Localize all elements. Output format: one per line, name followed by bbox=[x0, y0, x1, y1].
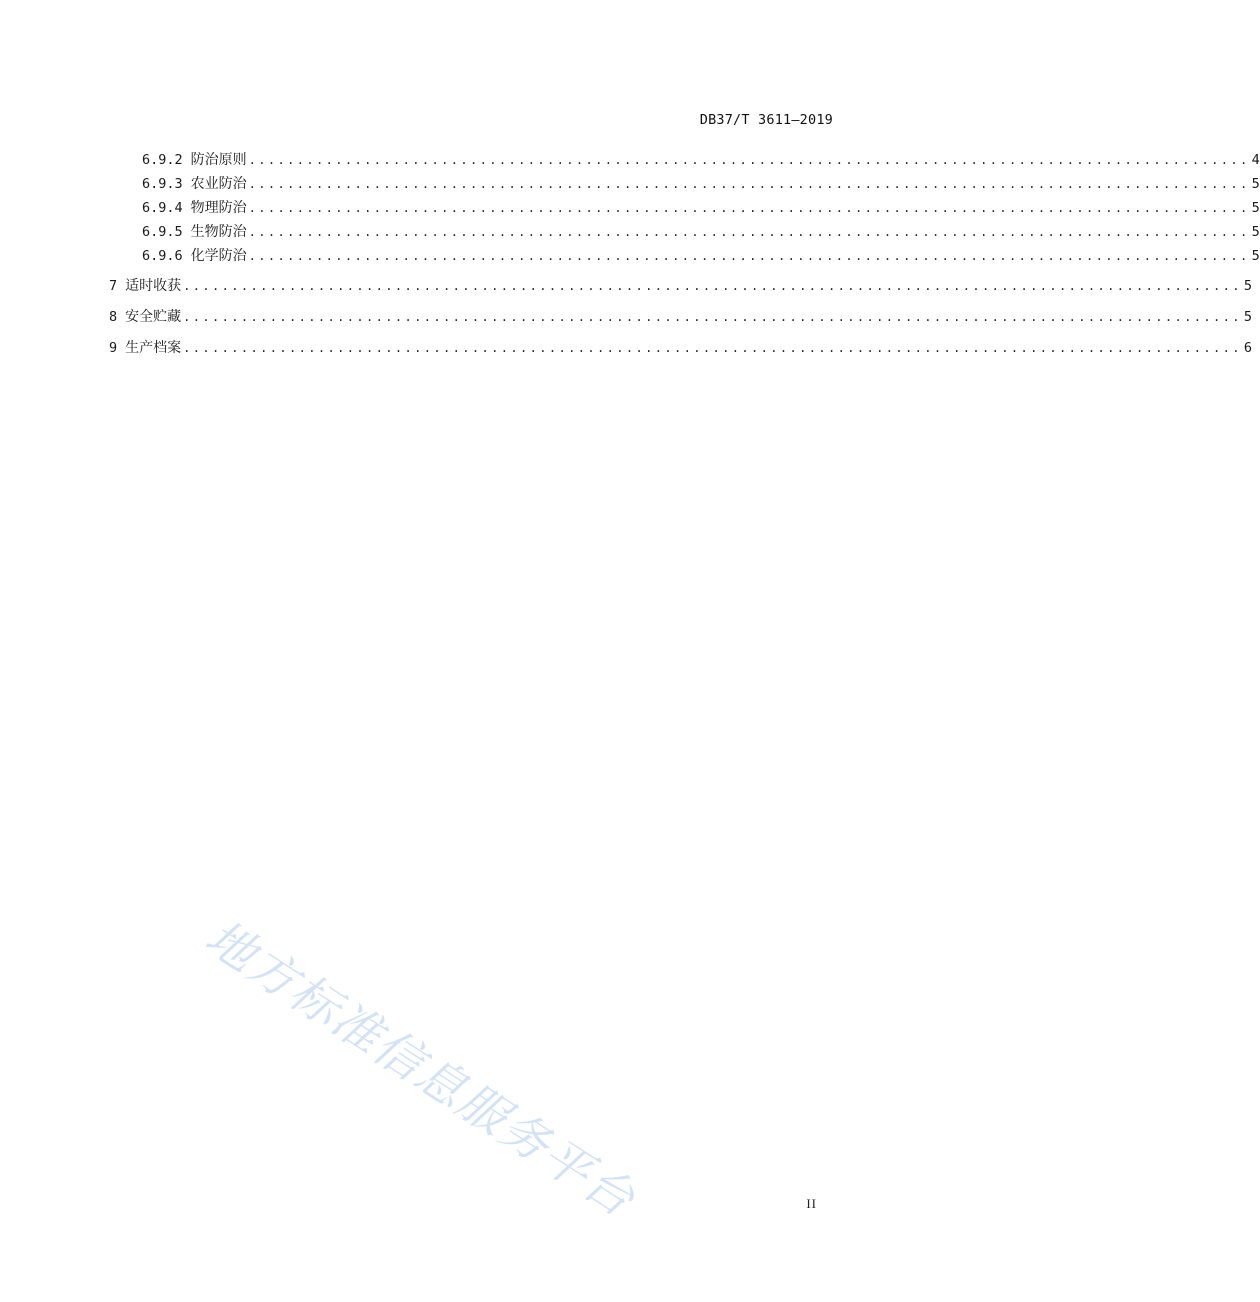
toc-entry-number: 6.9.2 bbox=[142, 152, 183, 168]
toc-entry-page: 5 bbox=[1251, 200, 1260, 216]
toc-entry-6-9-3[interactable] bbox=[142, 174, 1260, 194]
toc-entry-title: 化学防治 bbox=[190, 248, 247, 264]
toc-entry-6-9-5[interactable] bbox=[142, 222, 1260, 242]
toc-entry-number: 9 bbox=[109, 340, 118, 356]
toc-entry-number: 6.9.3 bbox=[142, 176, 183, 192]
document-code: DB37/T 3611—2019 bbox=[699, 112, 833, 128]
toc-entry-8[interactable] bbox=[109, 307, 1252, 327]
toc-entry-title: 物理防治 bbox=[190, 200, 247, 216]
toc-dot-leader: ........................................................................................................ bbox=[248, 249, 1250, 263]
toc-entry-6-9-4[interactable] bbox=[142, 198, 1260, 218]
toc-entry-title: 适时收获 bbox=[125, 278, 182, 294]
toc-entry-page: 5 bbox=[1251, 224, 1260, 240]
toc-entry-title: 生产档案 bbox=[125, 340, 182, 356]
toc-dot-leader: .............................................................................................................. bbox=[183, 310, 1242, 324]
toc-entry-page: 6 bbox=[1243, 340, 1252, 356]
toc-entry-page: 5 bbox=[1251, 176, 1260, 192]
toc-dot-leader: ........................................................................................................ bbox=[248, 201, 1250, 215]
toc-entry-title: 防治原则 bbox=[190, 152, 247, 168]
toc-dot-leader: ........................................................................................................ bbox=[248, 177, 1250, 191]
toc-entry-number: 6.9.6 bbox=[142, 248, 183, 264]
toc-entry-number: 6.9.5 bbox=[142, 224, 183, 240]
toc-entry-6-9-6[interactable] bbox=[142, 246, 1260, 266]
toc-entry-title: 生物防治 bbox=[190, 224, 247, 240]
toc-entry-6-9-2[interactable] bbox=[142, 150, 1260, 170]
toc-entry-7[interactable] bbox=[109, 276, 1252, 296]
toc-entry-title: 农业防治 bbox=[190, 176, 247, 192]
toc-dot-leader: .............................................................................................................. bbox=[183, 279, 1242, 293]
toc-entry-number: 7 bbox=[109, 278, 118, 294]
toc-entry-number: 6.9.4 bbox=[142, 200, 183, 216]
toc-dot-leader: ........................................................................................................ bbox=[248, 225, 1250, 239]
page-number: II bbox=[806, 1196, 817, 1211]
toc-entry-number: 8 bbox=[109, 309, 118, 325]
toc-entry-page: 5 bbox=[1243, 309, 1252, 325]
toc-entry-9[interactable] bbox=[109, 338, 1252, 358]
toc-dot-leader: ........................................................................................................ bbox=[248, 153, 1250, 167]
toc-dot-leader: .............................................................................................................. bbox=[183, 341, 1242, 355]
toc-entry-page: 5 bbox=[1243, 278, 1252, 294]
toc-entry-title: 安全贮藏 bbox=[125, 309, 182, 325]
toc-entry-page: 4 bbox=[1251, 152, 1260, 168]
watermark-text: 地方标准信息服务平台 bbox=[195, 909, 646, 1229]
toc-entry-page: 5 bbox=[1251, 248, 1260, 264]
